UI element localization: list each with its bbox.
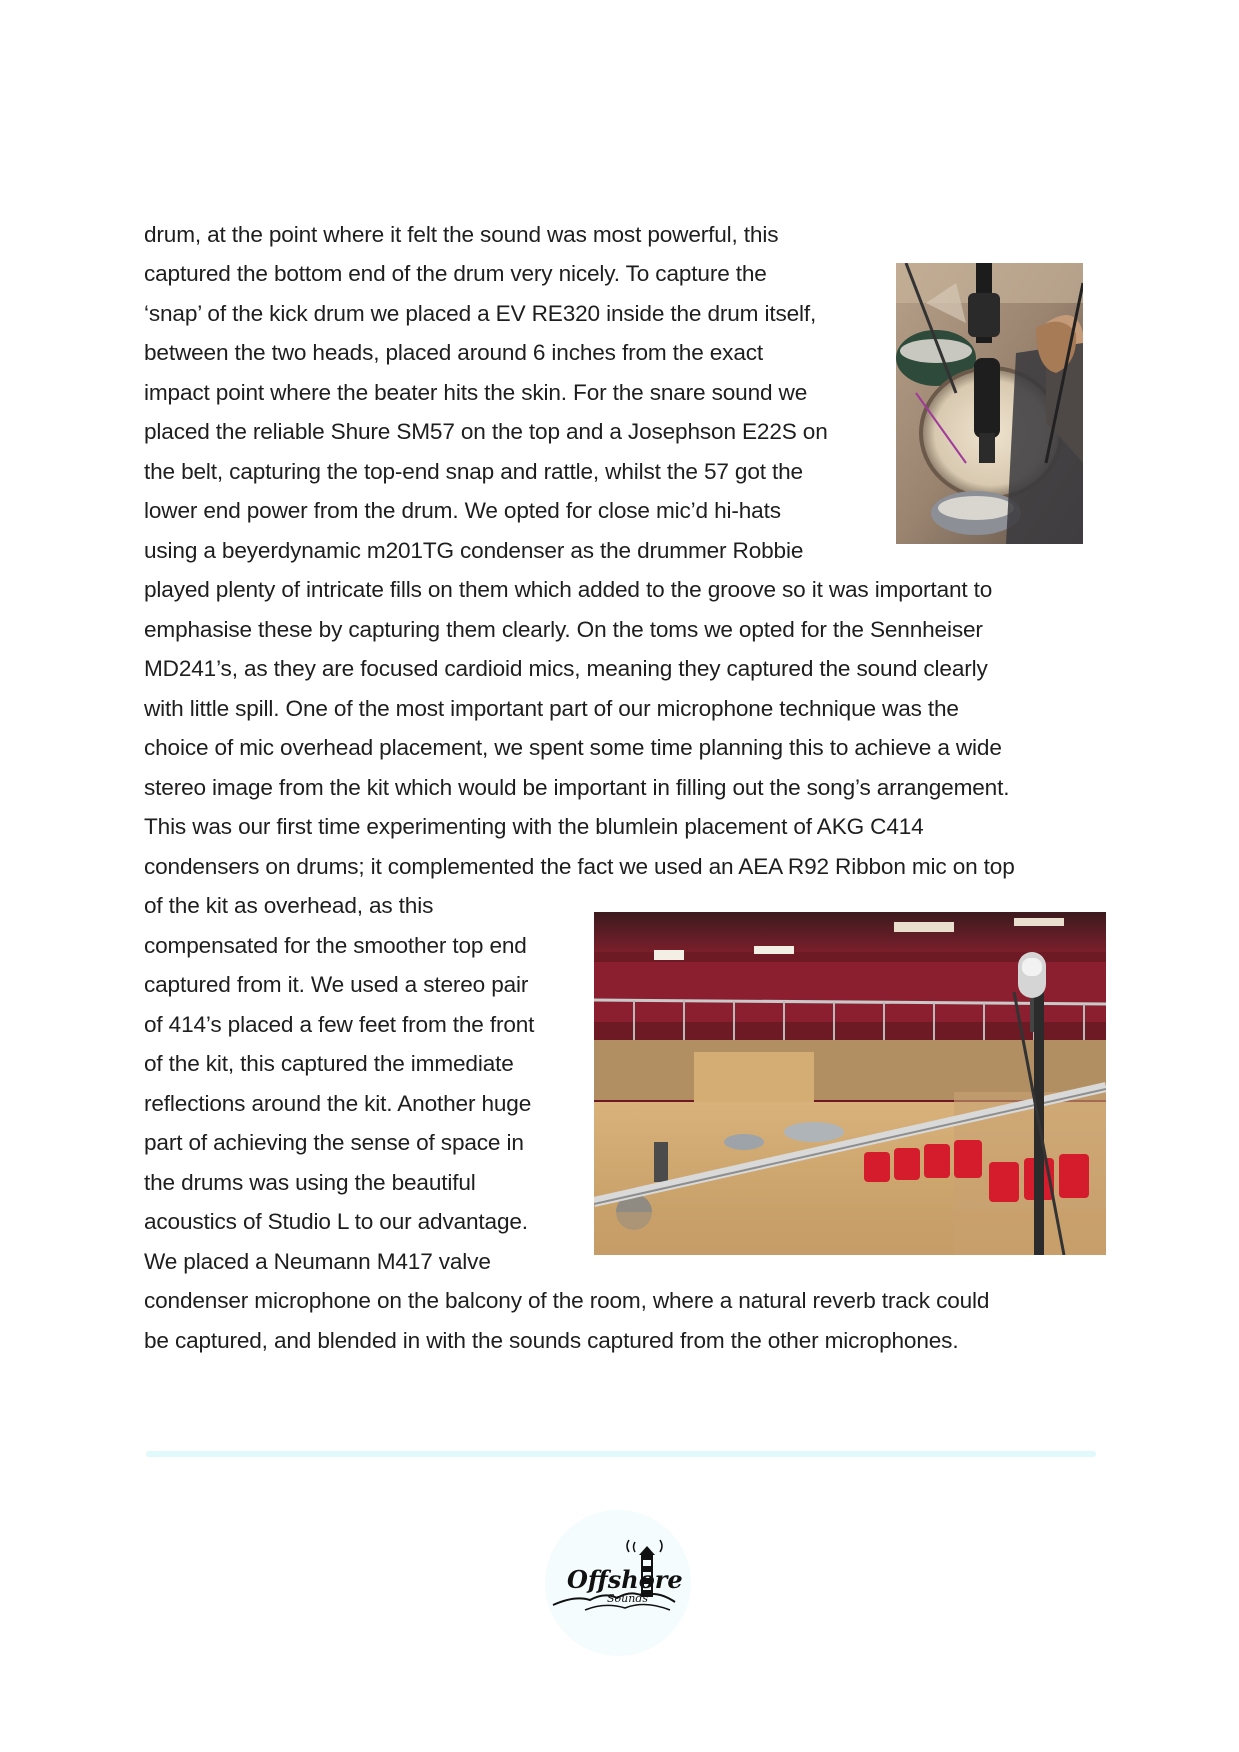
body-line: the belt, capturing the top-end snap and rattle, whilst the 57 got the — [144, 459, 803, 484]
body-line: placed the reliable Shure SM57 on the top and a Josephson E22S on — [144, 419, 828, 444]
body-line: condenser microphone on the balcony of the room, where a natural reverb track could — [144, 1288, 990, 1313]
body-line: acoustics of Studio L to our advantage. — [144, 1209, 528, 1234]
body-line: ‘snap’ of the kick drum we placed a EV RE320 inside the drum itself, — [144, 301, 817, 326]
body-line: of the kit as overhead, as this — [144, 893, 434, 918]
body-line: impact point where the beater hits the skin. For the snare sound we — [144, 380, 808, 405]
body-line: stereo image from the kit which would be important in filling out the song’s arrangement. — [144, 775, 1010, 800]
body-line: with little spill. One of the most important part of our microphone technique was the — [144, 696, 959, 721]
logo-subtitle: Sounds — [607, 1592, 649, 1605]
offshore-sounds-logo — [545, 1510, 691, 1656]
body-line: between the two heads, placed around 6 inches from the exact — [144, 340, 764, 365]
body-line: This was our first time experimenting with the blumlein placement of AKG C414 — [144, 814, 924, 839]
body-line: choice of mic overhead placement, we spent some time planning this to achieve a wide — [144, 735, 1002, 760]
body-line: using a beyerdynamic m201TG condenser as the drummer Robbie — [144, 538, 804, 563]
body-line: the drums was using the beautiful — [144, 1170, 476, 1195]
body-line: be captured, and blended in with the sounds captured from the other microphones. — [144, 1328, 959, 1353]
body-line: played plenty of intricate fills on them which added to the groove so it was important to — [144, 577, 993, 602]
footer-divider — [146, 1451, 1096, 1457]
body-line: reflections around the kit. Another huge — [144, 1091, 532, 1116]
body-line: condensers on drums; it complemented the fact we used an AEA R92 Ribbon mic on top — [144, 854, 1015, 879]
logo-wordmark: Offshore — [567, 1565, 683, 1594]
body-line: We placed a Neumann M417 valve — [144, 1249, 491, 1274]
body-line: lower end power from the drum. We opted for close mic’d hi-hats — [144, 498, 781, 523]
body-line: of the kit, this captured the immediate — [144, 1051, 514, 1076]
body-line: captured the bottom end of the drum very nicely. To capture the — [144, 261, 767, 286]
body-line: part of achieving the sense of space in — [144, 1130, 524, 1155]
body-line: captured from it. We used a stereo pair — [144, 972, 529, 997]
body-line: drum, at the point where it felt the sound was most powerful, this — [144, 222, 779, 247]
studio-balcony-photo — [594, 912, 1106, 1255]
body-line: emphasise these by capturing them clearly. On the toms we opted for the Sennheiser — [144, 617, 983, 642]
drum-kit-photo — [896, 263, 1083, 544]
body-line: compensated for the smoother top end — [144, 933, 527, 958]
body-line: of 414’s placed a few feet from the front — [144, 1012, 535, 1037]
body-line: MD241’s, as they are focused cardioid mics, meaning they captured the sound clearly — [144, 656, 988, 681]
